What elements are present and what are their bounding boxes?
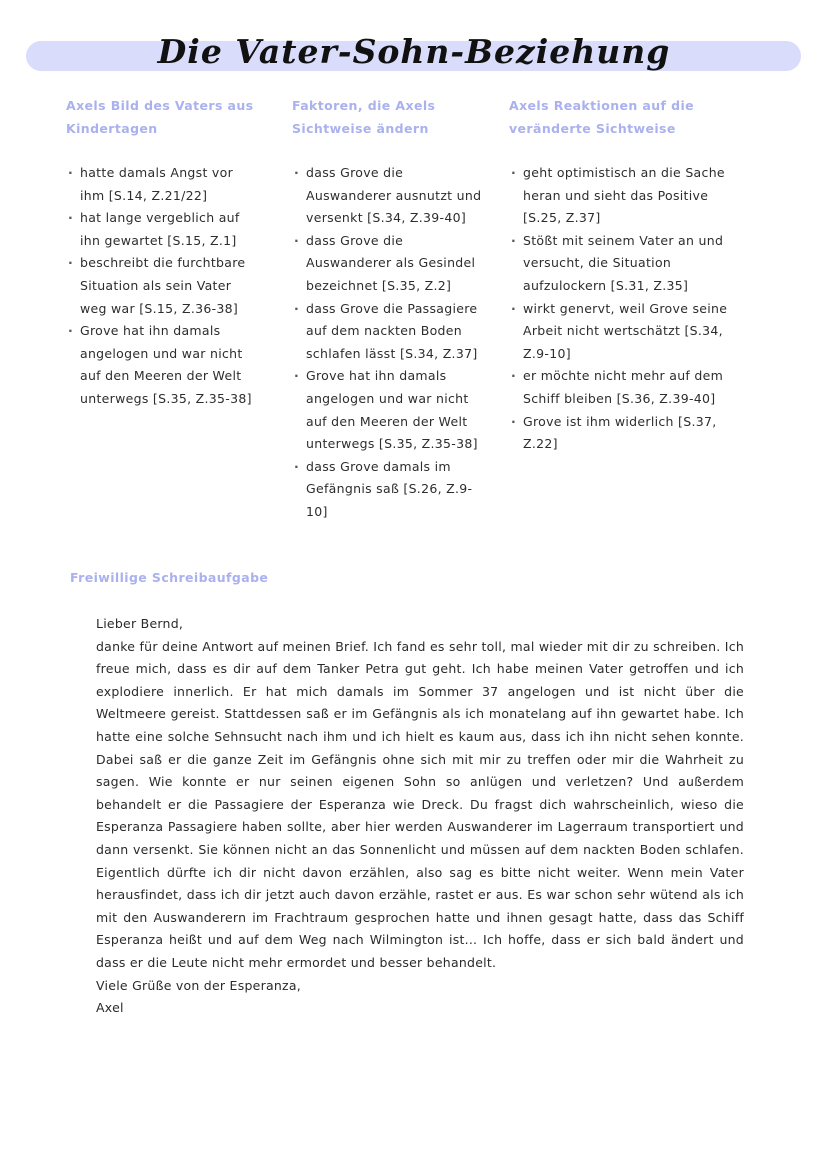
note-list bbox=[509, 162, 734, 456]
list-item: · Grove ist ihm widerlich [S.37, Z.22] bbox=[509, 411, 734, 456]
list-item: · dass Grove die Passagiere auf dem nackten Boden schlafen lässt [S.34, Z.37] bbox=[292, 298, 492, 366]
note-list bbox=[292, 162, 492, 524]
list-item: · beschreibt die furchtbare Situation als sein Vater weg war [S.15, Z.36-38] bbox=[66, 252, 256, 320]
letter-body: danke für deine Antwort auf meinen Brief. Ich fand es sehr toll, mal wieder mit dir zu schreiben. Ich freue mich, dass es dir auf dem Tanker Petra gut geht. Ich habe meinen Vater getroffen und ich explodiere innerlich. Er hat mich damals im Sommer 37 angelogen und ist nicht über die Weltmeere gereist. Stattdessen saß er im Gefängnis als ich monatelang auf ihn gewartet habe. Ich hatte eine solche Sehnsucht nach ihm und ich hielt es kaum aus, dass ich ihn nicht sehen konnte. Dabei saß er die ganze Zeit im Gefängnis ohne sich mit mir zu treffen oder mir die Wahrheit zu sagen. Wie konnte er nur seinen eigenen Sohn so anlügen und verletzen? Und außerdem behandelt er die Passagiere der Esperanza wie Dreck. Du fragst dich wahrscheinlich, wieso die Esperanza Passagiere haben sollte, aber hier werden Auswanderer im Lagerraum transportiert und dann versenkt. Sie können nicht an das Sonnenlicht und müssen auf dem nackten Boden schlafen. Eigentlich dürfte ich dir nicht davon erzählen, also sag es bitte nicht weiter. Wenn mein Vater herausfindet, dass ich dir jetzt auch davon erzähle, rastet er aus. Es war schon sehr wütend als ich mit den Auswanderern im Frachtraum gesprochen hatte und ihnen gesagt hatte, dass das Schiff Esperanza heißt und auf dem Weg nach Wilmington ist... Ich hoffe, dass er sich bald ändert und dass er die Leute nicht mehr ermordet und besser behandelt. bbox=[96, 638, 744, 970]
page-title: Die Vater-Sohn-Beziehung bbox=[157, 32, 671, 71]
list-item: · Grove hat ihn damals angelogen und war nicht auf den Meeren der Welt unterwegs [S.35, Z.35-38] bbox=[292, 365, 492, 455]
writing-task-heading: Freiwillige Schreibaufgabe bbox=[70, 570, 269, 585]
column-reactions bbox=[509, 94, 734, 456]
letter-closing: Viele Grüße von der Esperanza, bbox=[96, 977, 301, 993]
list-item: · Stößt mit seinem Vater an und versucht, die Situation aufzulockern [S.31, Z.35] bbox=[509, 230, 734, 298]
note-list bbox=[66, 162, 256, 411]
list-item: · hat lange vergeblich auf ihn gewartet [S.15, Z.1] bbox=[66, 207, 256, 252]
column-heading: Axels Bild des Vaters aus Kindertagen bbox=[66, 98, 254, 136]
letter bbox=[96, 613, 744, 1020]
list-item: · dass Grove die Auswanderer als Gesindel bezeichnet [S.35, Z.2] bbox=[292, 230, 492, 298]
list-item: · dass Grove damals im Gefängnis saß [S.26, Z.9-10] bbox=[292, 456, 492, 524]
column-heading: Axels Reaktionen auf die veränderte Sichtweise bbox=[509, 98, 695, 136]
list-item: · Grove hat ihn damals angelogen und war nicht auf den Meeren der Welt unterwegs [S.35, Z.35-38] bbox=[66, 320, 256, 410]
list-item: · wirkt genervt, weil Grove seine Arbeit nicht wertschätzt [S.34, Z.9-10] bbox=[509, 298, 734, 366]
column-father-image bbox=[66, 94, 256, 411]
column-heading: Faktoren, die Axels Sichtweise ändern bbox=[292, 98, 436, 136]
list-item: · er möchte nicht mehr auf dem Schiff bleiben [S.36, Z.39-40] bbox=[509, 365, 734, 410]
letter-signature: Axel bbox=[96, 1000, 124, 1016]
list-item: · hatte damals Angst vor ihm [S.14, Z.21/22] bbox=[66, 162, 256, 207]
column-factors bbox=[292, 94, 492, 524]
list-item: · dass Grove die Auswanderer ausnutzt und versenkt [S.34, Z.39-40] bbox=[292, 162, 492, 230]
list-item: · geht optimistisch an die Sache heran und sieht das Positive [S.25, Z.37] bbox=[509, 162, 734, 230]
letter-greeting: Lieber Bernd, bbox=[96, 616, 184, 631]
